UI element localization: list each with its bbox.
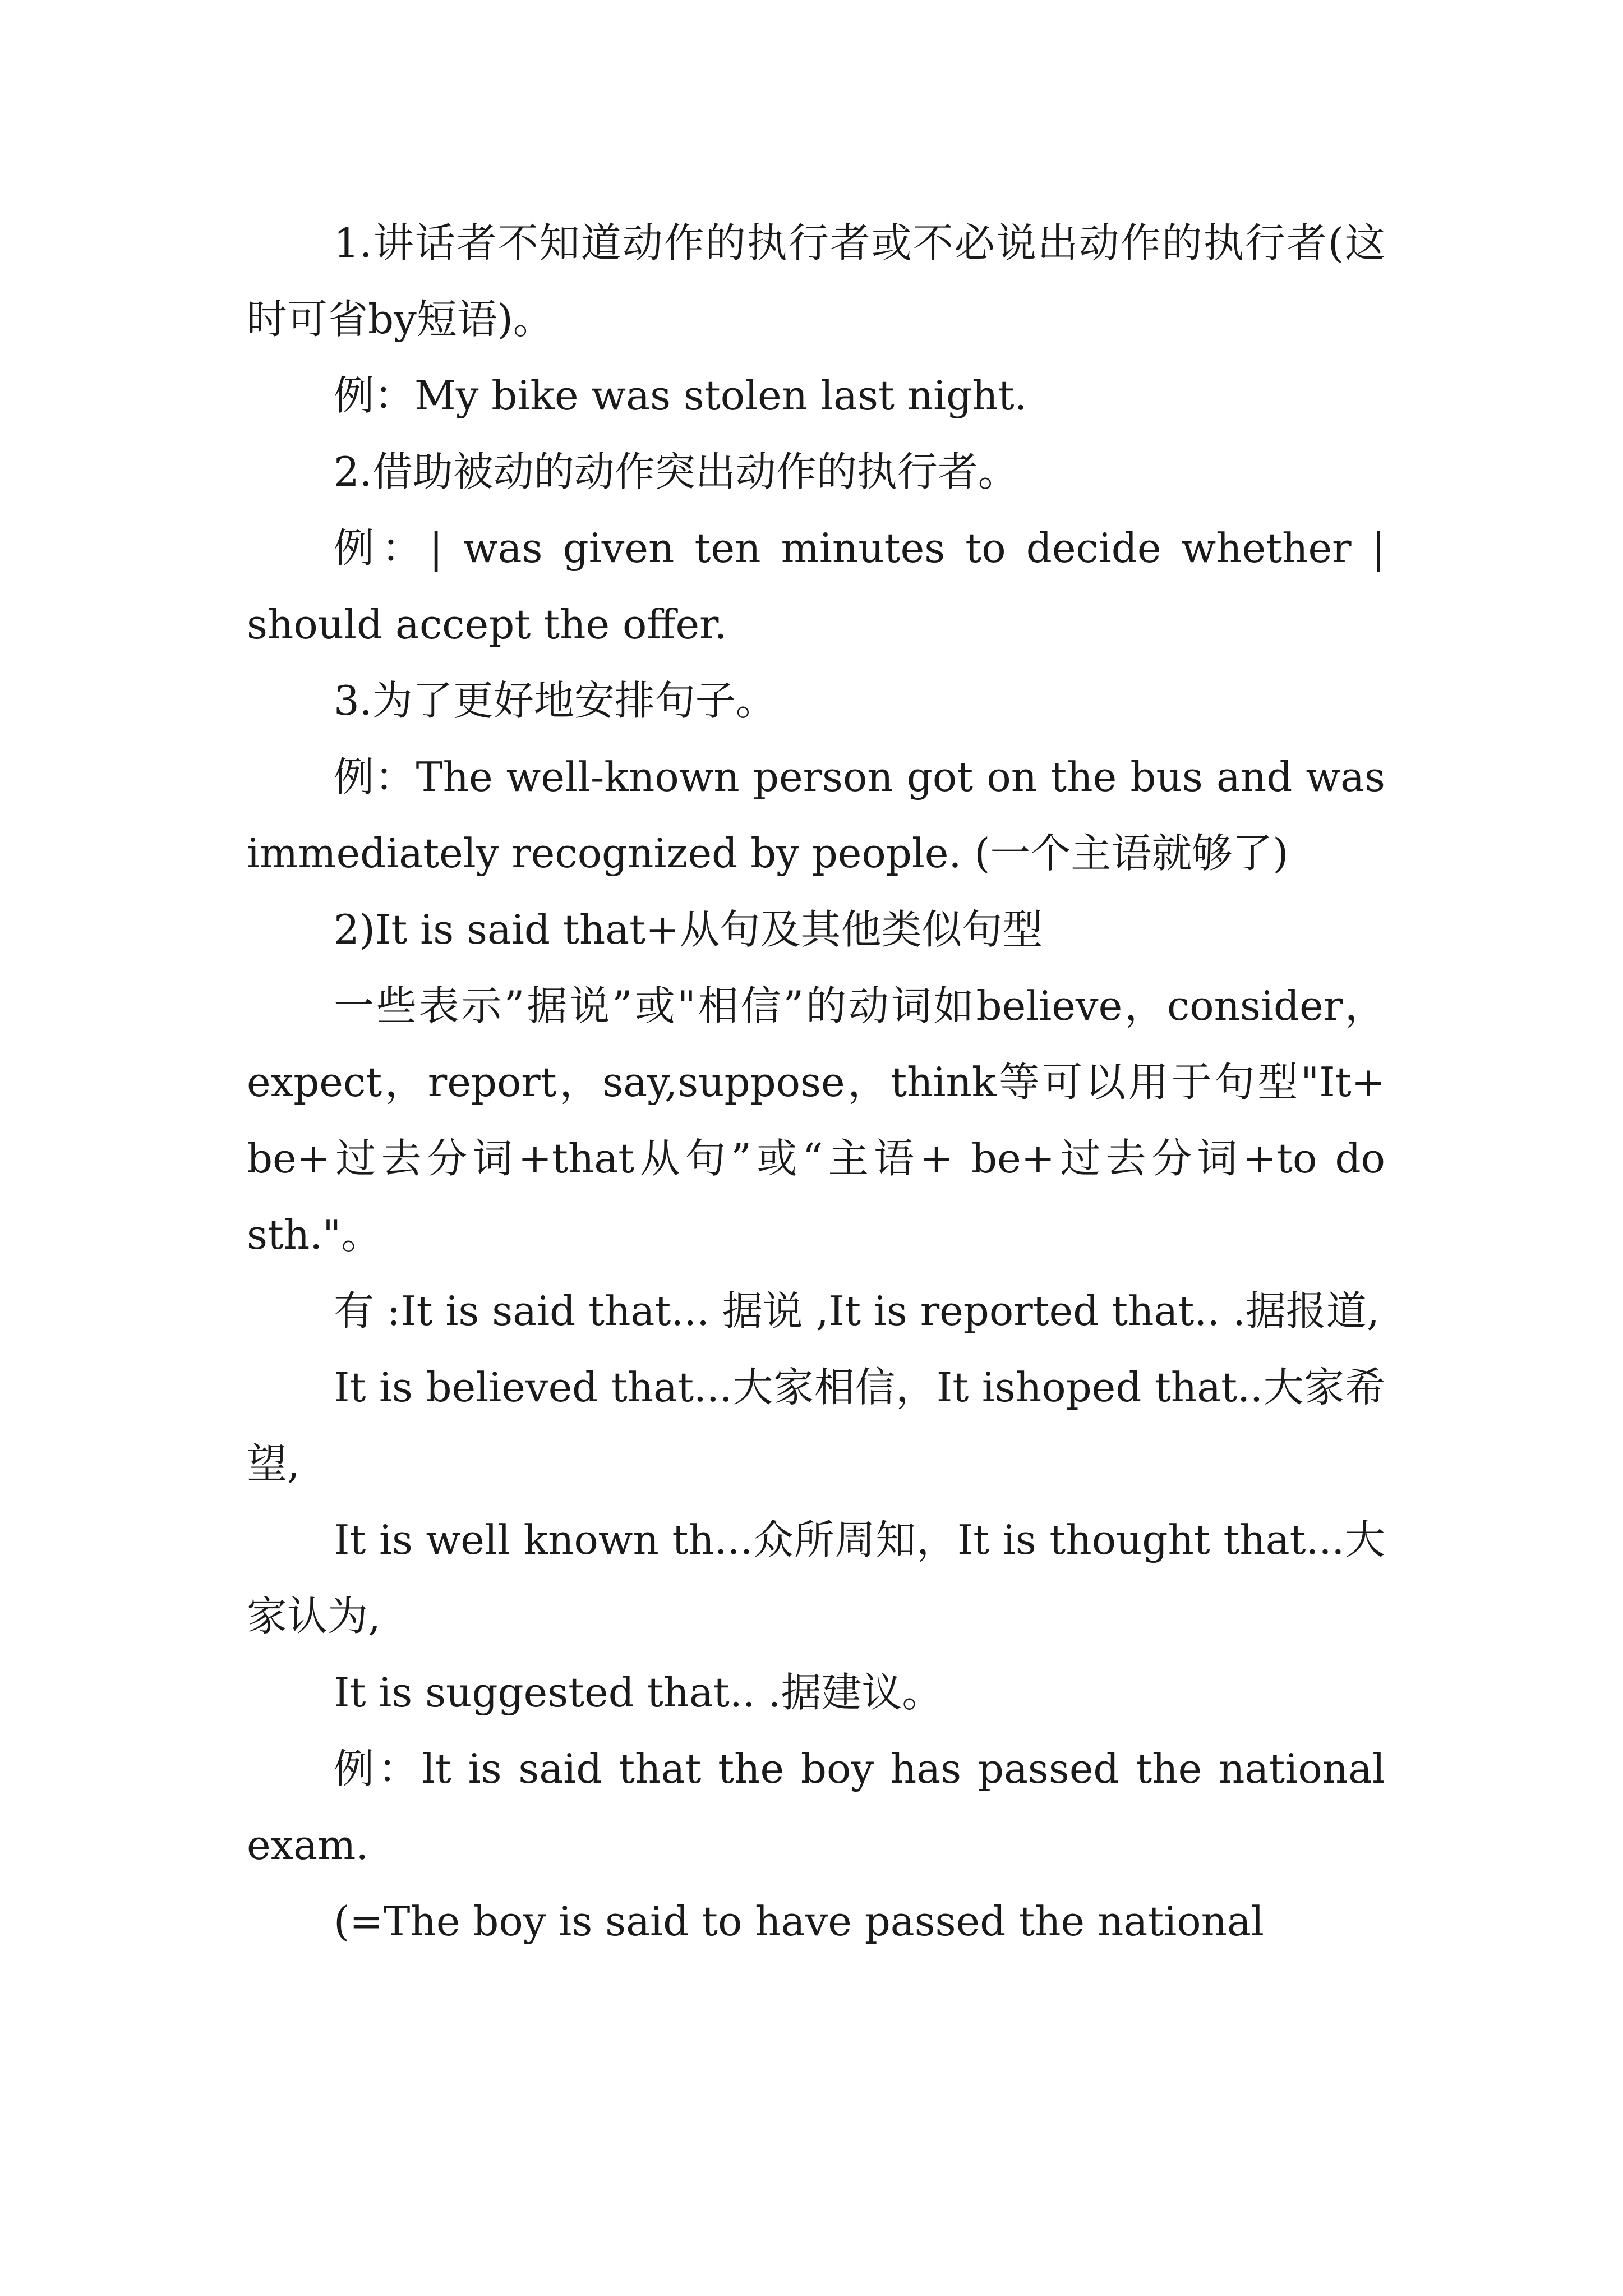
section-heading-it-is-said: 2)It is said that+从句及其他类似句型 xyxy=(334,906,1043,953)
phrase-list-2: It is believed that...大家相信，It ishoped that..大家希望, xyxy=(247,1364,1385,1487)
document-body xyxy=(247,205,1385,1959)
phrase-list-4: It is suggested that.. .据建议。 xyxy=(334,1669,943,1716)
example-3: 例：The well-known person got on the bus and was immediately recognized by people. (一个主语就够了) xyxy=(247,753,1385,877)
example-4: 例：lt is said that the boy has passed the national exam. xyxy=(247,1745,1385,1869)
phrase-list-3: It is well known th...众所周知，It is thought that...大家认为, xyxy=(247,1516,1385,1640)
example-4-rewrite: (=The boy is said to have passed the national xyxy=(334,1898,1264,1945)
paragraph-point-2: 2.借助被动的动作突出动作的执行者。 xyxy=(334,448,1018,495)
paragraph-point-3: 3.为了更好地安排句子。 xyxy=(334,677,776,724)
paragraph-point-1: 1.讲话者不知道动作的执行者或不必说出动作的执行者(这时可省by短语)。 xyxy=(247,219,1385,343)
paragraph-explanation: 一些表示”据说”或"相信”的动词如believe，consider，expect，report，say,suppose，think等可以用于句型"It+ be+过去分词+that从句”或“主语+ be+过去分词+to do sth."。 xyxy=(247,982,1385,1258)
phrase-list-1: 有 :It is said that... 据说 ,It is reported that.. .据报道, xyxy=(334,1287,1380,1335)
example-1: 例：My bike was stolen last night. xyxy=(334,372,1027,419)
example-2: 例：| was given ten minutes to decide whether | should accept the offer. xyxy=(247,524,1385,648)
